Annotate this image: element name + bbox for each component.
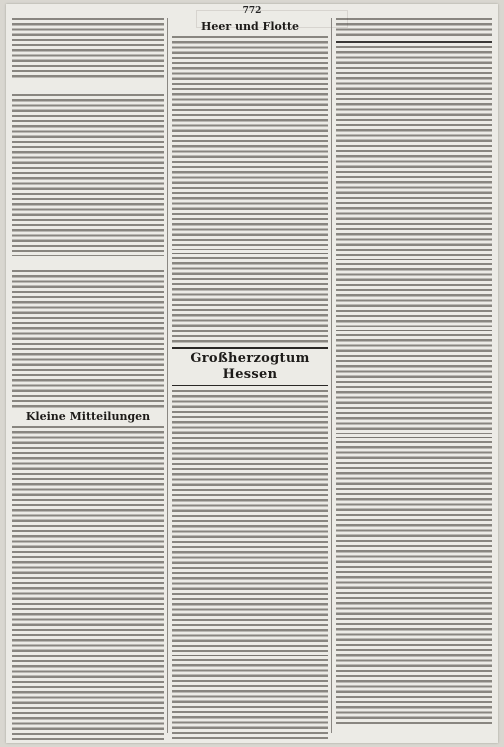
article-body xyxy=(336,263,492,327)
divider xyxy=(336,437,492,438)
divider xyxy=(336,41,492,43)
article-body xyxy=(336,18,492,38)
article-body xyxy=(12,94,164,256)
divider xyxy=(172,253,328,254)
article-body xyxy=(12,270,164,408)
article-body xyxy=(336,46,492,256)
column-middle xyxy=(172,18,328,733)
article-body xyxy=(336,441,492,727)
column-left xyxy=(12,18,164,733)
article-body xyxy=(172,659,328,739)
column-rule xyxy=(331,18,332,733)
article-heading xyxy=(12,82,164,91)
article-body xyxy=(12,426,164,743)
article-heading xyxy=(12,258,164,267)
column-rule xyxy=(167,18,168,733)
divider xyxy=(336,330,492,331)
article-body xyxy=(172,36,328,250)
article-body xyxy=(12,18,164,80)
article-body xyxy=(172,390,328,652)
page-number: 772 xyxy=(242,6,262,16)
column-right xyxy=(336,18,492,733)
article-body xyxy=(172,257,328,343)
divider xyxy=(172,655,328,656)
section-heading-grossherzogtum-hessen: Großherzogtum Hessen xyxy=(172,347,328,386)
section-heading-heer-und-flotte: Heer und Flotte xyxy=(200,20,300,33)
article-body xyxy=(336,334,492,434)
divider xyxy=(336,259,492,260)
newspaper-page xyxy=(6,4,498,743)
section-heading-kleine-mitteilungen: Kleine Mitteilungen xyxy=(25,410,151,423)
